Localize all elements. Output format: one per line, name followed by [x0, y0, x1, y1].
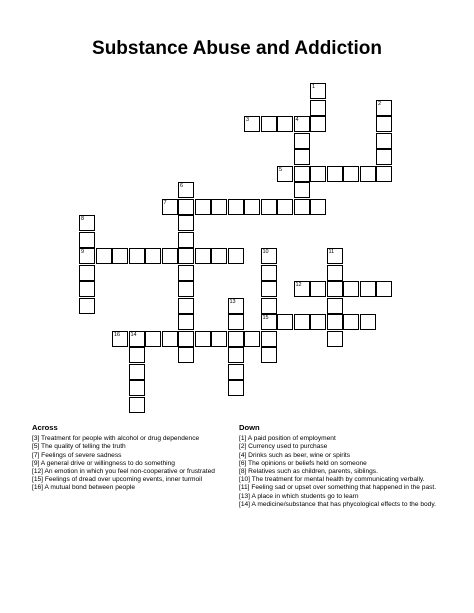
- cell-number: 4: [295, 117, 299, 123]
- crossword-cell[interactable]: [294, 314, 310, 330]
- cell-number: 8: [81, 216, 85, 222]
- crossword-cell[interactable]: [294, 166, 310, 182]
- crossword-cell[interactable]: [294, 199, 310, 215]
- clue-text: Feeling sad or upset over something that happened in the past.: [249, 484, 437, 492]
- crossword-cell[interactable]: [129, 248, 145, 264]
- clue-item: [239, 493, 444, 501]
- cell-number: 11: [328, 249, 335, 255]
- crossword-cell[interactable]: [162, 248, 178, 264]
- clue-item: [239, 443, 444, 451]
- crossword-cell[interactable]: [195, 199, 211, 215]
- clue-text: The opinions or beliefs held on someone: [246, 459, 367, 467]
- clue-number: [7]: [32, 451, 40, 459]
- down-heading: Down: [239, 423, 260, 432]
- crossword-cell[interactable]: [327, 248, 343, 264]
- crossword-cell[interactable]: [261, 248, 277, 264]
- crossword-cell[interactable]: [162, 199, 178, 215]
- crossword-cell[interactable]: [178, 298, 194, 314]
- clue-item: [239, 476, 444, 484]
- clue-number: [10]: [239, 476, 250, 484]
- cell-number: 7: [163, 199, 167, 206]
- crossword-cell[interactable]: [277, 314, 293, 330]
- clue-text: Feelings of dread over upcoming events, inner turmoil: [43, 476, 203, 484]
- crossword-cell[interactable]: [376, 281, 392, 297]
- crossword-cell[interactable]: [277, 116, 293, 132]
- cell-number: 10: [262, 249, 269, 255]
- clue-number: [15]: [32, 476, 43, 484]
- crossword-cell[interactable]: [195, 331, 211, 347]
- cell-number: 14: [130, 331, 137, 338]
- crossword-cell[interactable]: [228, 314, 244, 330]
- clue-number: [2]: [239, 443, 247, 451]
- crossword-cell[interactable]: [112, 331, 128, 347]
- crossword-cell[interactable]: [294, 116, 310, 132]
- across-clues: [32, 424, 232, 493]
- clue-number: [3]: [32, 435, 40, 443]
- crossword-cell[interactable]: [79, 215, 95, 231]
- crossword-cell[interactable]: [294, 149, 310, 165]
- crossword-cell[interactable]: [129, 380, 145, 396]
- clue-number: [14]: [239, 500, 250, 508]
- crossword-cell[interactable]: [178, 215, 194, 231]
- crossword-cell[interactable]: [228, 364, 244, 380]
- crossword-cell[interactable]: [244, 331, 260, 347]
- crossword-cell[interactable]: [360, 314, 376, 330]
- crossword-cell[interactable]: [145, 331, 161, 347]
- clue-text: A paid position of employment: [246, 435, 336, 443]
- crossword-cell[interactable]: [178, 199, 194, 215]
- clue-item: [239, 452, 444, 460]
- clue-number: [5]: [32, 443, 40, 451]
- clue-number: [6]: [239, 459, 247, 467]
- crossword-cell[interactable]: [244, 199, 260, 215]
- clue-number: [11]: [239, 484, 250, 492]
- clue-number: [13]: [239, 492, 250, 500]
- clue-number: [8]: [239, 468, 247, 476]
- clue-number: [9]: [32, 459, 40, 467]
- crossword-cell[interactable]: [261, 281, 277, 297]
- clue-item: [32, 484, 232, 492]
- clue-item: [32, 443, 232, 451]
- clue-text: The treatment for mental health by communicating verbally.: [250, 476, 425, 484]
- crossword-cell[interactable]: [178, 248, 194, 264]
- cell-number: 6: [180, 183, 184, 189]
- crossword-cell[interactable]: [310, 83, 326, 99]
- crossword-cell[interactable]: [343, 166, 359, 182]
- clue-item: [32, 460, 232, 468]
- crossword-cell[interactable]: [261, 314, 277, 330]
- clue-item: [239, 435, 444, 443]
- crossword-cell[interactable]: [228, 199, 244, 215]
- cell-number: 2: [378, 100, 382, 107]
- clue-number: [12]: [32, 468, 43, 476]
- crossword-cell[interactable]: [294, 182, 310, 198]
- crossword-cell[interactable]: [211, 248, 227, 264]
- clue-text: Treatment for people with alcohol or drug dependence: [39, 435, 200, 443]
- crossword-cell[interactable]: [228, 331, 244, 347]
- across-heading: Across: [32, 423, 58, 432]
- crossword-cell[interactable]: [327, 331, 343, 347]
- crossword-cell[interactable]: [360, 281, 376, 297]
- clue-text: An emotion in which you feel non-cooperative or frustrated: [43, 468, 215, 476]
- crossword-cell[interactable]: [211, 199, 227, 215]
- crossword-cell[interactable]: [327, 281, 343, 297]
- crossword-cell[interactable]: [360, 166, 376, 182]
- clue-item: [239, 460, 444, 468]
- crossword-cell[interactable]: [79, 298, 95, 314]
- crossword-cell[interactable]: [310, 281, 326, 297]
- crossword-cell[interactable]: [294, 133, 310, 149]
- crossword-cell[interactable]: [178, 232, 194, 248]
- crossword-cell[interactable]: [310, 100, 326, 116]
- crossword-cell[interactable]: [343, 314, 359, 330]
- crossword-cell[interactable]: [310, 116, 326, 132]
- crossword-cell[interactable]: [112, 248, 128, 264]
- crossword-cell[interactable]: [129, 364, 145, 380]
- crossword-cell[interactable]: [343, 281, 359, 297]
- crossword-cell[interactable]: [277, 199, 293, 215]
- crossword-cell[interactable]: [178, 182, 194, 198]
- crossword-cell[interactable]: [79, 248, 95, 264]
- clue-text: A place in which students go to learn: [250, 492, 359, 500]
- clue-item: [32, 476, 232, 484]
- crossword-cell[interactable]: [79, 281, 95, 297]
- clue-text: A mutual bond between people: [43, 484, 136, 492]
- across-clue-list: [32, 435, 232, 492]
- clue-text: Relatives such as children, parents, siblings.: [246, 468, 378, 476]
- cell-number: 12: [295, 282, 302, 288]
- crossword-cell[interactable]: [310, 199, 326, 215]
- crossword-cell[interactable]: [261, 347, 277, 363]
- crossword-cell[interactable]: [228, 248, 244, 264]
- crossword-cell[interactable]: [376, 149, 392, 165]
- crossword-cell[interactable]: [327, 166, 343, 182]
- clue-number: [1]: [239, 435, 247, 443]
- page-title: Substance Abuse and Addiction: [92, 38, 382, 59]
- clue-text: Feelings of severe sadness: [39, 451, 122, 459]
- crossword-cell[interactable]: [178, 331, 194, 347]
- crossword-cell[interactable]: [261, 265, 277, 281]
- cell-number: 13: [229, 298, 236, 305]
- clue-number: [4]: [239, 451, 247, 459]
- cell-number: 5: [279, 166, 283, 173]
- crossword-cell[interactable]: [244, 116, 260, 132]
- crossword-cell[interactable]: [178, 314, 194, 330]
- cell-number: 3: [246, 117, 250, 123]
- crossword-cell[interactable]: [162, 331, 178, 347]
- clue-number: [16]: [32, 484, 43, 492]
- crossword-cell[interactable]: [261, 116, 277, 132]
- crossword-cell[interactable]: [178, 347, 194, 363]
- cell-number: 1: [312, 84, 316, 90]
- cell-number: 15: [262, 315, 269, 321]
- crossword-cell[interactable]: [145, 248, 161, 264]
- clue-item: [239, 484, 444, 492]
- crossword-cell[interactable]: [228, 347, 244, 363]
- clue-text: The quality of telling the truth: [39, 443, 126, 451]
- clue-text: Drinks such as beer, wine or spirits: [246, 451, 351, 459]
- cell-number: 16: [114, 331, 121, 338]
- down-clues: [239, 424, 444, 509]
- crossword-cell[interactable]: [178, 281, 194, 297]
- clue-item: [32, 452, 232, 460]
- clue-text: A medicine/substance that has phycological effects to the body.: [250, 500, 436, 508]
- crossword-cell[interactable]: [261, 298, 277, 314]
- crossword-cell[interactable]: [277, 166, 293, 182]
- cell-number: 9: [81, 249, 85, 255]
- crossword-cell[interactable]: [129, 347, 145, 363]
- crossword-cell[interactable]: [327, 265, 343, 281]
- clue-text: A general drive or willingness to do something: [39, 459, 175, 467]
- crossword-cell[interactable]: [261, 331, 277, 347]
- crossword-cell[interactable]: [327, 314, 343, 330]
- crossword-cell[interactable]: [211, 331, 227, 347]
- crossword-cell[interactable]: [178, 265, 194, 281]
- crossword-cell[interactable]: [310, 314, 326, 330]
- crossword-cell[interactable]: [96, 248, 112, 264]
- crossword-cell[interactable]: [376, 100, 392, 116]
- crossword-cell[interactable]: [228, 380, 244, 396]
- crossword-cell[interactable]: [294, 281, 310, 297]
- crossword-cell[interactable]: [129, 397, 145, 413]
- crossword-cell[interactable]: [327, 298, 343, 314]
- crossword-cell[interactable]: [376, 116, 392, 132]
- down-clue-list: [239, 435, 444, 509]
- crossword-cell[interactable]: [79, 265, 95, 281]
- crossword-cell[interactable]: [228, 298, 244, 314]
- clue-text: Currency used to purchase: [246, 443, 328, 451]
- clue-item: [32, 468, 232, 476]
- crossword-cell[interactable]: [376, 166, 392, 182]
- clue-item: [239, 468, 444, 476]
- crossword-cell[interactable]: [376, 133, 392, 149]
- crossword-cell[interactable]: [129, 331, 145, 347]
- crossword-cell[interactable]: [79, 232, 95, 248]
- clue-item: [239, 501, 444, 509]
- crossword-cell[interactable]: [195, 248, 211, 264]
- crossword-cell[interactable]: [261, 199, 277, 215]
- crossword-cell[interactable]: [310, 166, 326, 182]
- clue-item: [32, 435, 232, 443]
